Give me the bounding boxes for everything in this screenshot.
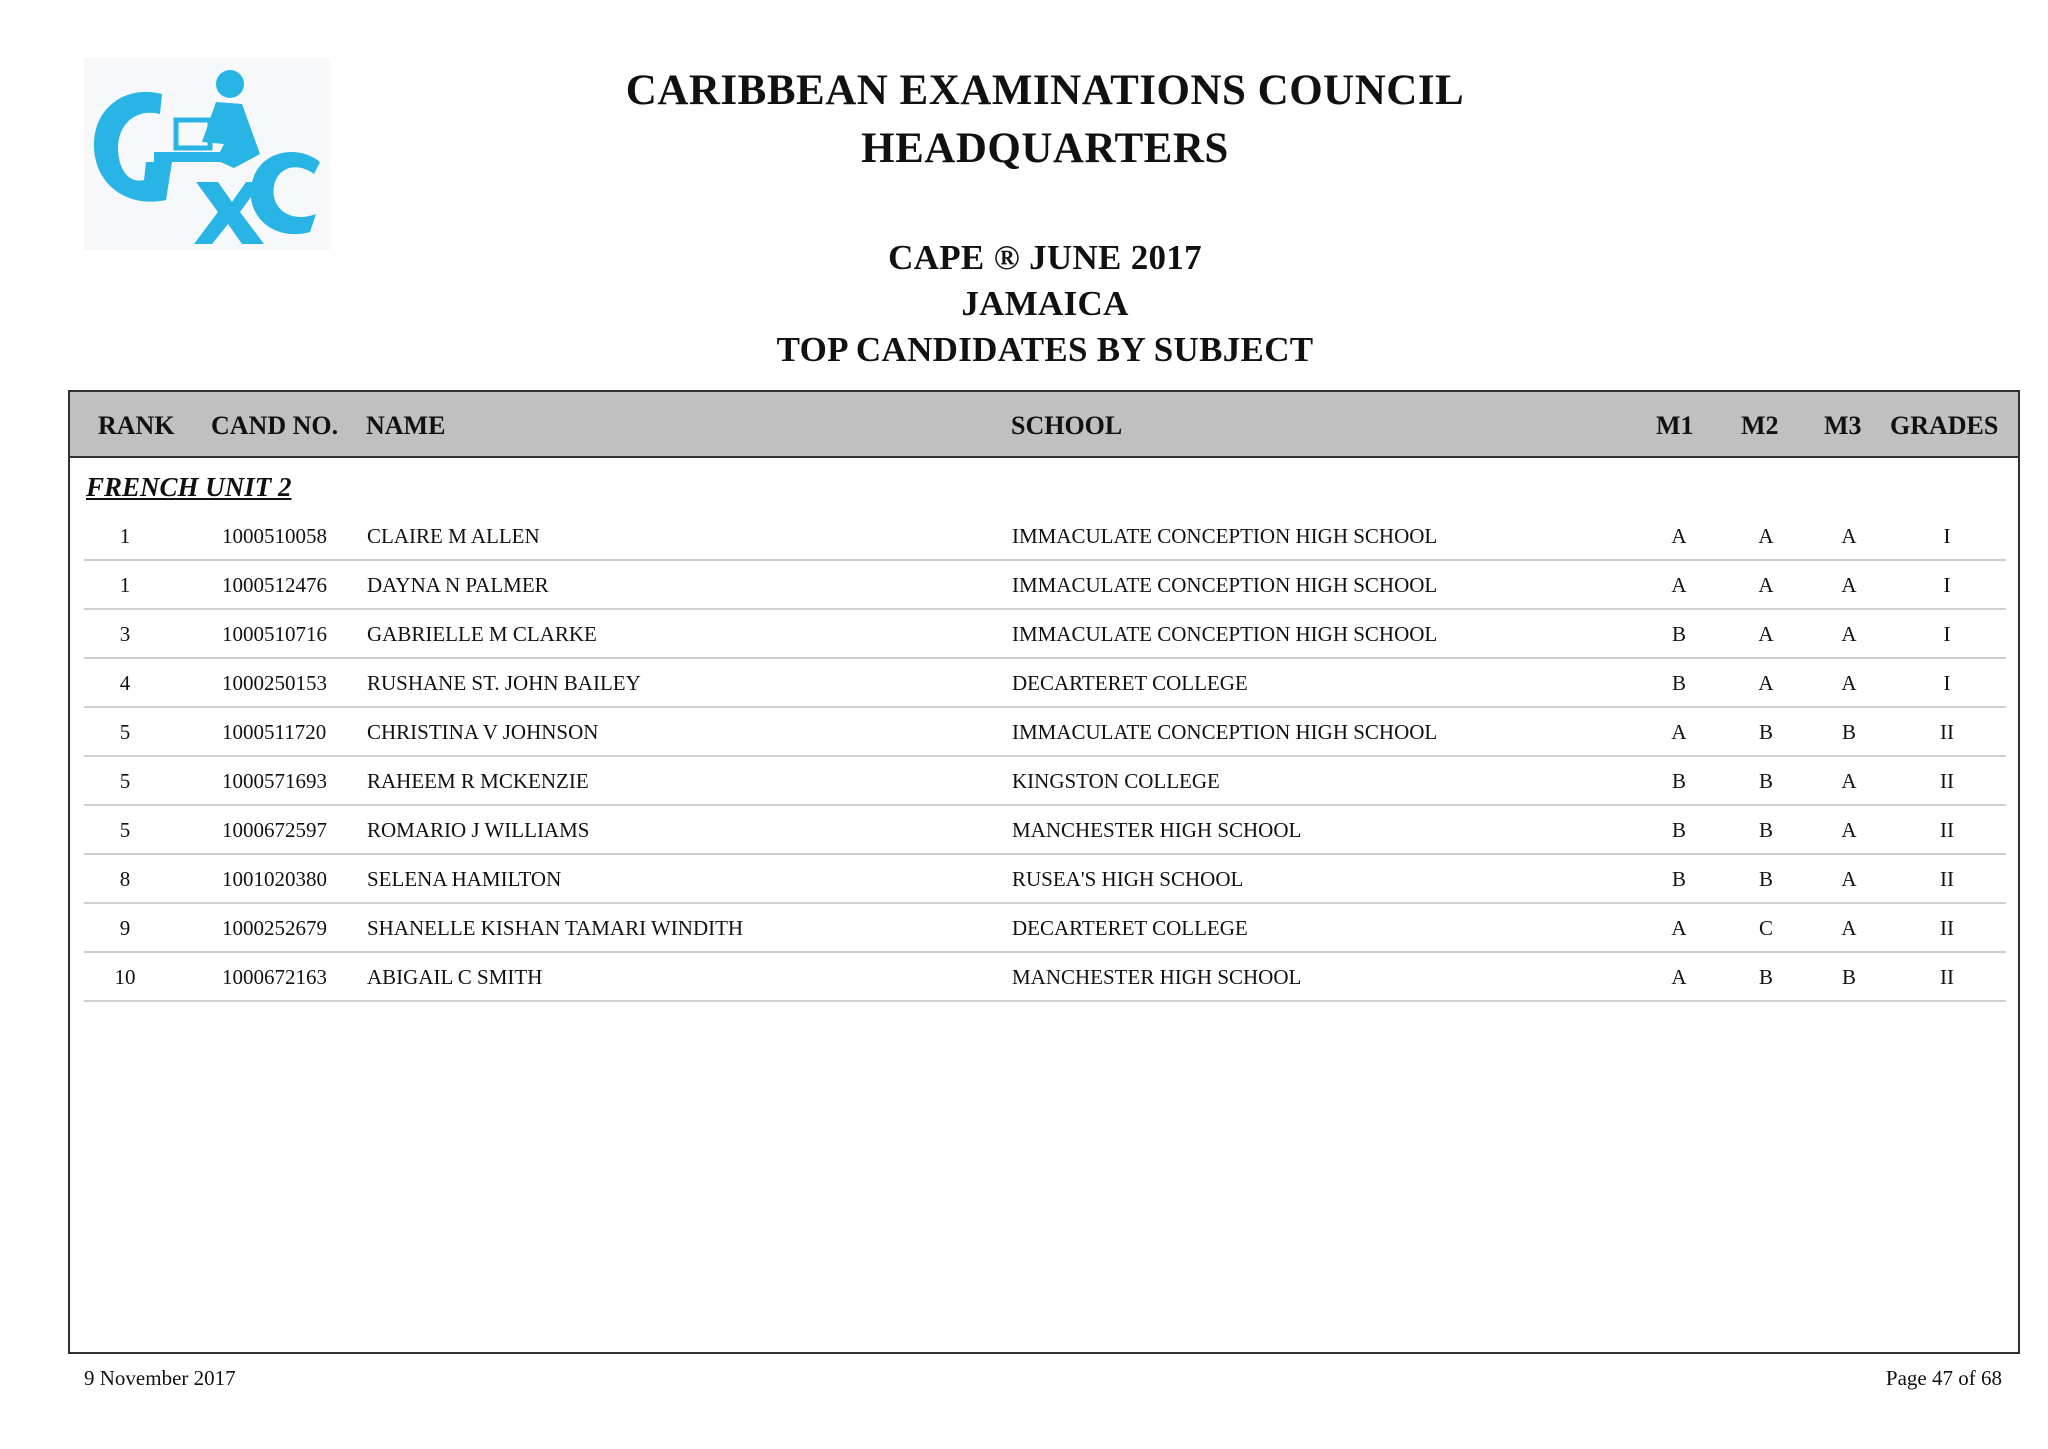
logo-x-shape [194,182,264,244]
row-overall-grade: II [1940,720,1954,744]
row-candidate-name: RAHEEM R MCKENZIE [367,769,589,793]
row-candidate-name: SELENA HAMILTON [367,867,562,891]
table-row [84,806,2006,855]
report-title: TOP CANDIDATES BY SUBJECT [776,330,1314,369]
row-overall-grade: I [1943,573,1951,597]
row-candidate-name: DAYNA N PALMER [367,573,549,597]
table-row [84,757,2006,806]
row-candidate-name: GABRIELLE M CLARKE [367,622,597,646]
row-rank: 5 [119,818,131,842]
row-m2-grade: B [1758,965,1773,989]
row-rank: 5 [119,720,131,744]
column-header-rank: RANK [98,411,175,440]
table-row [84,561,2006,610]
row-candidate-number: 1000672597 [222,818,327,842]
row-m3-grade: A [1841,573,1857,597]
row-m3-grade: A [1841,769,1857,793]
row-m2-grade: B [1758,818,1773,842]
row-candidate-name: RUSHANE ST. JOHN BAILEY [367,671,641,695]
row-candidate-name: ABIGAIL C SMITH [367,965,543,989]
row-m2-grade: B [1758,769,1773,793]
row-school: MANCHESTER HIGH SCHOOL [1012,818,1302,842]
row-m2-grade: A [1758,524,1774,548]
row-overall-grade: II [1940,916,1954,940]
row-school: DECARTERET COLLEGE [1012,916,1248,940]
row-candidate-number: 1000571693 [222,769,327,793]
row-m1-grade: B [1671,671,1686,695]
row-rank: 4 [119,671,131,695]
row-m3-grade: A [1841,916,1857,940]
row-m1-grade: A [1671,720,1687,744]
row-m1-grade: A [1671,916,1687,940]
row-school: IMMACULATE CONCEPTION HIGH SCHOOL [1012,524,1438,548]
table-row [84,953,2006,1002]
row-rank: 5 [119,769,131,793]
table-row [84,659,2006,708]
country-title: JAMAICA [961,284,1129,323]
subject-heading: FRENCH UNIT 2 [86,472,292,502]
exam-title: CAPE ® JUNE 2017 [888,238,1202,277]
row-candidate-number: 1000511720 [222,720,327,744]
table-header [70,392,2018,458]
row-rank: 10 [114,965,136,989]
row-school: IMMACULATE CONCEPTION HIGH SCHOOL [1012,622,1438,646]
row-rank: 8 [119,867,131,891]
row-m3-grade: A [1841,867,1857,891]
row-m2-grade: B [1758,867,1773,891]
row-m1-grade: A [1671,524,1687,548]
results-table [68,390,2020,1354]
row-rank: 1 [119,573,131,597]
column-header-m3: M3 [1824,411,1862,440]
row-m1-grade: B [1671,818,1686,842]
row-m1-grade: B [1671,769,1686,793]
row-overall-grade: I [1943,671,1951,695]
column-header-name: NAME [366,411,446,440]
row-m3-grade: A [1841,671,1857,695]
row-m1-grade: B [1671,867,1686,891]
table-row [84,855,2006,904]
column-header-m2: M2 [1741,411,1779,440]
row-candidate-name: ROMARIO J WILLIAMS [367,818,590,842]
row-m2-grade: B [1758,720,1773,744]
row-candidate-name: SHANELLE KISHAN TAMARI WINDITH [367,916,744,940]
row-school: IMMACULATE CONCEPTION HIGH SCHOOL [1012,573,1438,597]
row-m3-grade: B [1841,720,1856,744]
row-overall-grade: II [1940,818,1954,842]
row-rank: 9 [119,916,131,940]
row-m3-grade: A [1841,524,1857,548]
row-candidate-number: 1000252679 [222,916,327,940]
row-m3-grade: A [1841,818,1857,842]
row-overall-grade: I [1943,622,1951,646]
row-m1-grade: A [1671,573,1687,597]
column-header-grades: GRADES [1890,411,1999,440]
row-m2-grade: A [1758,622,1774,646]
table-row [84,904,2006,953]
table-row [84,708,2006,757]
column-header-school: SCHOOL [1011,411,1123,440]
row-school: MANCHESTER HIGH SCHOOL [1012,965,1302,989]
row-m2-grade: A [1758,671,1774,695]
row-candidate-number: 1000512476 [222,573,327,597]
row-m2-grade: A [1758,573,1774,597]
row-candidate-number: 1000510058 [222,524,327,548]
row-candidate-name: CHRISTINA V JOHNSON [367,720,599,744]
row-overall-grade: I [1943,524,1951,548]
column-header-cand-no: CAND NO. [211,411,339,440]
org-title-line1: CARIBBEAN EXAMINATIONS COUNCIL [625,67,1465,114]
footer-date: 9 November 2017 [84,1366,236,1390]
row-candidate-number: 1000250153 [222,671,327,695]
row-m2-grade: C [1758,916,1773,940]
table-row [84,610,2006,659]
row-rank: 1 [119,524,131,548]
row-candidate-number: 1000672163 [222,965,327,989]
row-m3-grade: B [1841,965,1856,989]
row-school: RUSEA'S HIGH SCHOOL [1012,867,1244,891]
org-title-line2: HEADQUARTERS [861,125,1229,172]
row-candidate-number: 1000510716 [222,622,327,646]
table-row [84,512,2006,561]
row-m3-grade: A [1841,622,1857,646]
row-candidate-number: 1001020380 [222,867,327,891]
row-m1-grade: B [1671,622,1686,646]
row-school: DECARTERET COLLEGE [1012,671,1248,695]
row-rank: 3 [119,622,131,646]
row-overall-grade: II [1940,769,1954,793]
row-overall-grade: II [1940,965,1954,989]
row-m1-grade: A [1671,965,1687,989]
footer-page-number: Page 47 of 68 [1885,1366,2002,1390]
row-school: IMMACULATE CONCEPTION HIGH SCHOOL [1012,720,1438,744]
column-header-m1: M1 [1656,411,1694,440]
row-overall-grade: II [1940,867,1954,891]
row-candidate-name: CLAIRE M ALLEN [367,524,540,548]
table-body [84,512,2006,1002]
row-school: KINGSTON COLLEGE [1012,769,1220,793]
